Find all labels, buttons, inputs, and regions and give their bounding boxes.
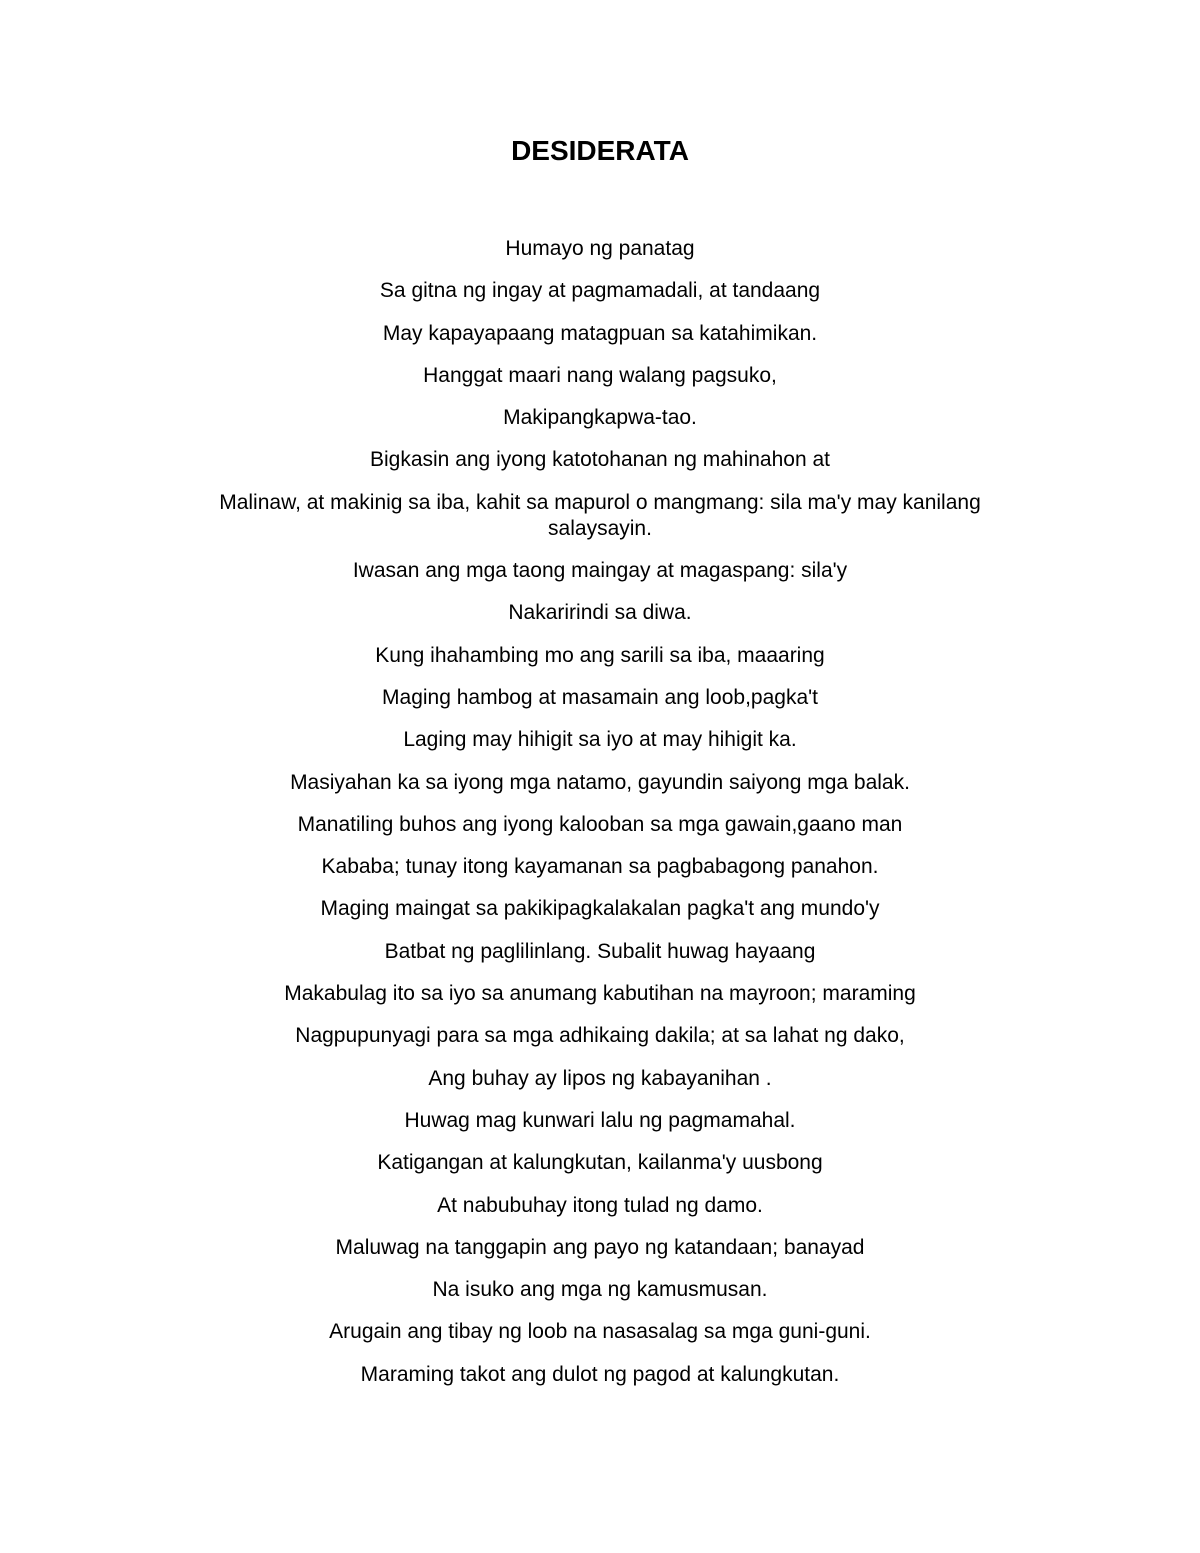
- poem-line: Maraming takot ang dulot ng pagod at kalungkutan.: [360, 1362, 840, 1386]
- poem-line: May kapayapaang matagpuan sa katahimikan.: [382, 321, 818, 345]
- poem-line: Makabulag ito sa iyo sa anumang kabutihan na mayroon; maraming: [284, 982, 916, 1006]
- poem-line: Ang buhay ay lipos ng kabayanihan .: [428, 1066, 772, 1090]
- poem-line: Na isuko ang mga ng kamusmusan.: [432, 1278, 768, 1302]
- poem-line: Arugain ang tibay ng loob na nasasalag sa mga guni-guni.: [329, 1320, 871, 1344]
- poem-line: Maging maingat sa pakikipagkalakalan pagka't ang mundo'y: [320, 897, 880, 921]
- poem-line: Kababa; tunay itong kayamanan sa pagbabagong panahon.: [321, 855, 879, 879]
- poem-line: Huwag mag kunwari lalu ng pagmamahal.: [404, 1108, 796, 1132]
- poem-line: Maging hambog at masamain ang loob,pagka't: [382, 685, 818, 709]
- poem-line: Batbat ng paglilinlang. Subalit huwag hayaang: [384, 939, 816, 963]
- poem-body: [190, 236, 1010, 1404]
- poem-line: Kung ihahambing mo ang sarili sa iba, maaaring: [375, 643, 825, 667]
- poem-line: Humayo ng panatag: [505, 237, 695, 260]
- poem-line: Hanggat maari nang walang pagsuko,: [423, 363, 777, 387]
- poem-line: Manatiling buhos ang iyong kalooban sa mga gawain,gaano man: [297, 812, 903, 836]
- poem-line: Iwasan ang mga taong maingay at magaspang: sila'y: [352, 559, 848, 583]
- poem-line: Laging may hihigit sa iyo at may hihigit ka.: [403, 728, 797, 752]
- poem-line: Nakaririndi sa diwa.: [508, 601, 692, 625]
- document-title: DESIDERATA: [511, 135, 689, 166]
- poem-line: Makipangkapwa-tao.: [503, 406, 697, 430]
- poem-line: Bigkasin ang iyong katotohanan ng mahinahon at: [369, 448, 830, 472]
- poem-line: Masiyahan ka sa iyong mga natamo, gayundin saiyong mga balak.: [290, 770, 910, 794]
- poem-line: Sa gitna ng ingay at pagmamadali, at tandaang: [379, 279, 821, 303]
- poem-line: Malinaw, at makinig sa iba, kahit sa mapurol o mangmang: sila ma'y may kanilang salaysayin.: [219, 490, 981, 540]
- poem-line: Nagpupunyagi para sa mga adhikaing dakila; at sa lahat ng dako,: [295, 1024, 905, 1048]
- poem-line: Maluwag na tanggapin ang payo ng katandaan; banayad: [335, 1235, 865, 1259]
- poem-line: At nabubuhay itong tulad ng damo.: [437, 1193, 763, 1217]
- poem-line: Katigangan at kalungkutan, kailanma'y uusbong: [377, 1151, 823, 1175]
